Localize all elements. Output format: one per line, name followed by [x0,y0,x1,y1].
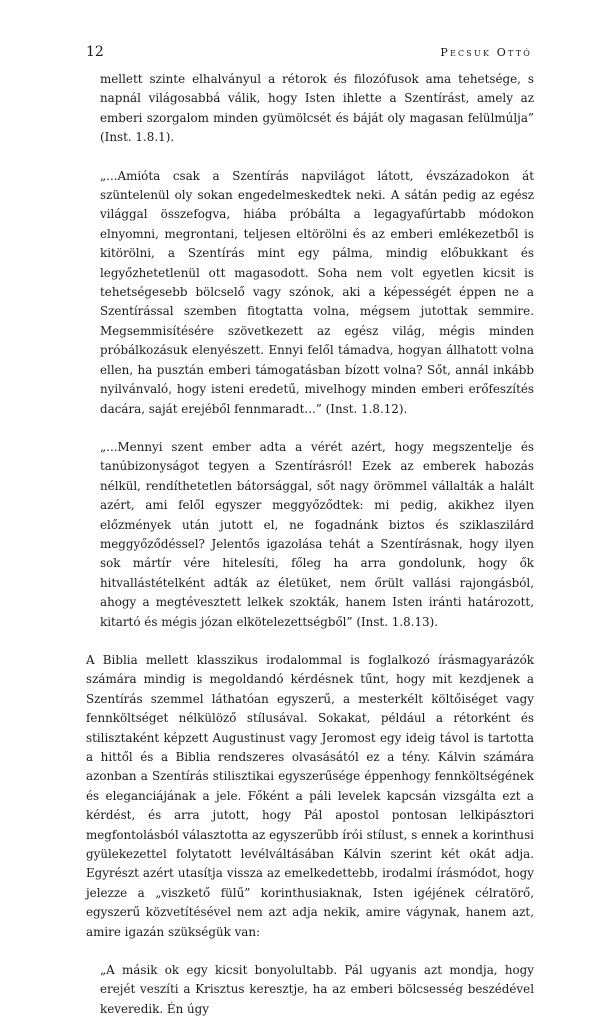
quote-continuation: mellett szinte elhalványul a rétorok és filozófusok ama tehetsége, s napnál világosabbá válik, hogy Isten ihlette a Szentírást, amely az emberi szorgalom minden gyümölcsét és báját oly magasan felülmúlja” (Inst. 1.8.1). [100,72,534,145]
quote-inst-1-8-13: „...Mennyi szent ember adta a vérét azért, hogy megszentelje és tanúbizonyságot tegyen a Szentírásról! Ezek az emberek habozás nélkül, rendíthetetlen bátorsággal, sőt nagy örömmel vállalták a halált azért, ami felől egyszer meggyőződtek: mi pedig, akikhez ilyen előzmények után jutott el, ne fogadnánk biztos és sziklaszilárd meggyőződéssel? Jelentős igazolása tehát a Szentírásnak, hogy ilyen sok mártír vére hitelesíti, főleg ha arra gondolunk, hogy ők hitvallástételként adták az életüket, nem őrült vallási rajongásból, ahogy a megtévesztett lelkek szokták, hanem Isten iránti határozott, kitartó és mégis józan elkötelezettségből” (Inst. 1.8.13). [100,439,534,629]
page-number: 12 [86,44,104,60]
quote-inst-1-8-12: „...Amióta csak a Szentírás napvilágot látott, évszázadokon át szüntelenül oly sokan engedelmeskedtek neki. A sátán pedig az egész világgal összefogva, hiába próbálta a legagyafúrtabb módokon elnyomni, megrontani, teljesen eltörölni és az emberi emlékezetből is kitörölni, a Szentírás mint egy pálma, mindig előbukkant és legyőzhetetlenül ott magasodott. Soha nem volt egyetlen kicsit is tehetségesebb bölcselő vagy szónok, aki a képességét éppen ne a Szentírással szemben fitogtatta volna, mégsem jutottak semmire. Megsemmisítésére szövetkezett az egész világ, mégis minden próbálkozásuk elenyészett. Ennyi felől támadva, hogyan állhatott volna ellen, ha pusztán emberi támogatásban bízott volna? Sőt, annál inkább nyilvánvaló, hogy isteni eredetű, mivelhogy minden emberi erőfeszítés dacára, saját erejéből fennmaradt...” (Inst. 1.8.12). [100,168,534,416]
running-head: Pecsuk Ottó [440,46,532,59]
quote-paul: „A másik ok egy kicsit bonyolultabb. Pál ugyanis azt mondja, hogy erejét veszíti a Krisztus keresztje, ha az emberi bölcsesség beszédével keveredik. Én úgy [100,963,534,1016]
body-paragraph: A Biblia mellett klasszikus irodalommal is foglalkozó írásmagyarázók számára mindig is megoldandó kérdésnek tűnt, hogy mit kezdjenek a Szentírás szemmel láthatóan egyszerű, a mesterkélt költőiséget vagy fennköltséget nélkülöző stílusával. Sokakat, például a rétorként és stilisztaként képzett Augustinust vagy Jeromost egy ideig távol is tartotta a hittől és a Biblia rendszeres olvasásától ez a tény. Kálvin számára azonban a Szentírás stilisztikai egyszerűsége éppenhogy fennköltségének és eleganciájának a jele. Főként a páli levelek kapcsán vizsgálta ezt a kérdést, és arra jutott, hogy Pál apostol pontosan lelkipásztori megfontolásból választotta az egyszerűbb írói stílust, s ennek a korinthusi gyülekezettel folytatott levélváltásában Kálvin szerint két okát adja. Egyrészt azért utasítja vissza az emelkedettebb, irodalmi írásmódot, hogy jelezze a „viszkető fülű” korinthusiaknak, Isten igéjének célratörő, egyszerű közvetítésével nem azt adja nekik, amire vágynak, hanem azt, amire igazán szükségük van: [86,652,534,939]
page-body [86,70,534,1019]
